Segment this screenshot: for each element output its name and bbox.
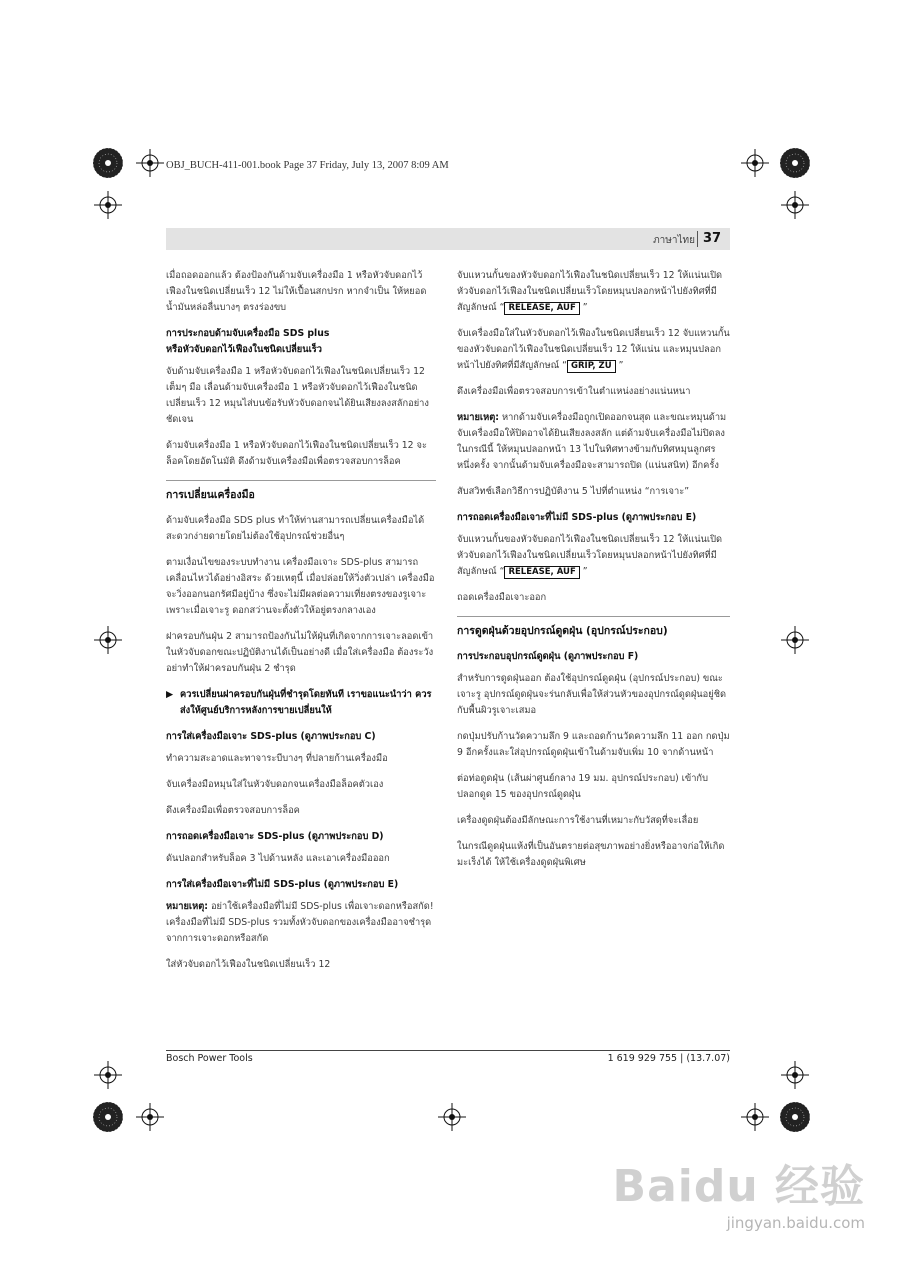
- subheading: การประกอบอุปกรณ์ดูดฝุ่น (ดูภาพประกอบ F): [457, 651, 639, 662]
- paragraph-text: จับเครื่องมือใส่ในหัวจับดอกไว้เฟืองในชนิดเปลี่ยนเร็ว 12 จับแหวนกั้นของหัวจับดอกไว้เฟืองในชนิดเปลี่ยนเร็ว 12 ให้แน่น และหมุนปลอกหน้าไปยังทิศที่มีสัญลักษณ์ “: [457, 328, 730, 371]
- paragraph: เครื่องดูดฝุ่นต้องมีลักษณะการใช้งานที่เหมาะกับวัสดุที่จะเลื่อย: [457, 815, 699, 826]
- language-label: ภาษาไทย: [653, 235, 695, 246]
- paragraph: เมื่อถอดออกแล้ว ต้องป้องกันด้ามจับเครื่องมือ 1 หรือหัวจับดอกไว้เฟืองในชนิดเปลี่ยนเร็ว 12 ไม่ให้เปื้อนสกปรก หากจำเป็น ให้หยอดน้ำมันหล่อลื่นบางๆ ตรงร่องขบ: [166, 270, 427, 313]
- paragraph: [457, 326, 730, 374]
- right-column: [457, 268, 730, 881]
- watermark-url: jingyan.baidu.com: [726, 1214, 865, 1232]
- paragraph: ดึงเครื่องมือเพื่อตรวจสอบการเข้าในตำแหน่งอย่างแน่นหนา: [457, 386, 691, 397]
- paragraph: ดึงเครื่องมือเพื่อตรวจสอบการล็อค: [166, 805, 300, 816]
- note-text: อย่าใช้เครื่องมือที่ไม่มี SDS-plus เพื่อเจาะดอกหรือสกัด! เครื่องมือที่ไม่มี SDS-plus รวมทั้งหัวจับดอกของเครื่องมืออาจชำรุดจากการเจาะดอกหรือสกัด: [166, 901, 434, 944]
- subheading-line: หรือหัวจับดอกไว้เฟืองในชนิดเปลี่ยนเร็ว: [166, 344, 322, 355]
- paragraph: ต่อท่อดูดฝุ่น (เส้นผ่าศูนย์กลาง 19 มม. อุปกรณ์ประกอบ) เข้ากับปลอกดูด 15 ของอุปกรณ์ดูดฝุ่น: [457, 773, 708, 800]
- paragraph: ฝาครอบกันฝุ่น 2 สามารถป้องกันไม่ให้ฝุ่นที่เกิดจากการเจาะลอดเข้าในหัวจับดอกขณะปฏิบัติงานได้เป็นอย่างดี เมื่อใส่เครื่องมือ ต้องระวังอย่าทำให้ฝาครอบกันฝุ่น 2 ชำรุด: [166, 631, 434, 674]
- crosshair-icon: [781, 626, 809, 654]
- crosshair-icon: [781, 191, 809, 219]
- subheading: การถอดเครื่องมือเจาะ SDS-plus (ดูภาพประกอบ D): [166, 831, 384, 842]
- note-paragraph: [166, 899, 436, 947]
- watermark: [613, 1150, 865, 1232]
- note-text: หากด้ามจับเครื่องมือถูกเปิดออกจนสุด และขณะหมุนด้ามจับเครื่องมือให้ปิดอาจได้ยินเสียงลงสลัก แต่ด้ามจับเครื่องมือไม่ปิดลง: [457, 412, 727, 439]
- paragraph: ถอดเครื่องมือเจาะออก: [457, 592, 547, 603]
- crosshair-icon: [94, 626, 122, 654]
- crosshair-icon: [438, 1103, 466, 1131]
- registration-star-icon: [93, 148, 123, 178]
- footer-rule: [166, 1050, 730, 1051]
- symbol-tag: RELEASE, AUF: [504, 302, 579, 315]
- paragraph: ในกรณีนี้ ให้หมุนปลอกหน้า 13 ไปในทิศทางข้ามกับทิศหมุนลูกศรหนึ่งครั้ง จากนั้นด้ามจับเครื่องมือจะสามารถปิด (แน่นสนิท) อีกครั้ง: [457, 444, 719, 471]
- subheading: [166, 326, 436, 358]
- subheading-line: การประกอบด้ามจับเครื่องมือ SDS plus: [166, 328, 330, 339]
- section-title: การดูดฝุ่นด้วยอุปกรณ์ดูดฝุ่น (อุปกรณ์ประกอบ): [457, 616, 730, 639]
- paragraph: [457, 532, 730, 580]
- footer-brand: Bosch Power Tools: [166, 1053, 253, 1064]
- paragraph-text: จับแหวนกั้นของหัวจับดอกไว้เฟืองในชนิดเปลี่ยนเร็ว 12 ให้แน่นเปิดหัวจับดอกไว้เฟืองในชนิดเปลี่ยนเร็วโดยหมุนปลอกหน้าไปยังทิศที่มีสัญลักษณ์ “: [457, 270, 723, 313]
- paragraph: ด้ามจับเครื่องมือ SDS plus ทำให้ท่านสามารถเปลี่ยนเครื่องมือได้สะดวกง่ายดายโดยไม่ต้องใช้อุปกรณ์ช่วยอื่นๆ: [166, 515, 425, 542]
- symbol-tag: GRIP, ZU: [567, 360, 616, 373]
- footer-doc-number: 1 619 929 755 | (13.7.07): [607, 1053, 730, 1064]
- crosshair-icon: [136, 149, 164, 177]
- subheading: การใส่เครื่องมือเจาะ SDS-plus (ดูภาพประกอบ C): [166, 731, 376, 742]
- header-bar: [166, 228, 730, 250]
- header-divider: [697, 231, 698, 247]
- crosshair-icon: [94, 191, 122, 219]
- crosshair-icon: [136, 1103, 164, 1131]
- note-paragraph: [457, 410, 730, 442]
- bullet-text: ควรเปลี่ยนฝาครอบกันฝุ่นที่ชำรุดโดยทันที เราขอแนะนำว่า ควรส่งให้ศูนย์บริการหลังการขายเปลี่ยนให้: [180, 689, 432, 716]
- note-label: หมายเหตุ:: [457, 412, 499, 423]
- note-label: หมายเหตุ:: [166, 901, 208, 912]
- paragraph: ด้ามจับเครื่องมือ 1 หรือหัวจับดอกไว้เฟืองในชนิดเปลี่ยนเร็ว 12 จะล็อคโดยอัตโนมัติ ดึงด้ามจับเครื่องมือเพื่อตรวจสอบการล็อค: [166, 440, 427, 467]
- paragraph: ตามเงื่อนไขของระบบทำงาน เครื่องมือเจาะ SDS-plus สามารถเคลื่อนไหวได้อย่างอิสระ ด้วยเหตุนี้ เมื่อปล่อยให้วิ่งตัวเปล่า เครื่องมือจะวิ่งออกนอกรัศมีอยู่บ้าง ซึ่งจะไม่มีผลต่อความเที่ยงตรงของรูเจาะ เพราะเมื่อเจาะรู ดอกสว่านจะตั้งตัวให้อยู่ตรงกลางเอง: [166, 557, 435, 616]
- crosshair-icon: [781, 1061, 809, 1089]
- paragraph: ทำความสะอาดและทาจาระบีบางๆ ที่ปลายก้านเครื่องมือ: [166, 753, 388, 764]
- left-column: [166, 268, 436, 983]
- paragraph: ดันปลอกสำหรับล็อค 3 ไปด้านหลัง และเอาเครื่องมือออก: [166, 853, 390, 864]
- registration-star-icon: [780, 148, 810, 178]
- paragraph: สำหรับการดูดฝุ่นออก ต้องใช้อุปกรณ์ดูดฝุ่น (อุปกรณ์ประกอบ) ขณะเจาะรู อุปกรณ์ดูดฝุ่นจะร่นกลับเพื่อให้ส่วนหัวของอุปกรณ์ดูดฝุ่นอยู่ชิดกับพื้นผิวรูเจาะเสมอ: [457, 673, 727, 716]
- registration-star-icon: [93, 1102, 123, 1132]
- paragraph-text: ”: [579, 302, 588, 313]
- page-number: 37: [703, 231, 722, 246]
- paragraph: กดปุ่มปรับก้านวัดความลึก 9 และถอดก้านวัดความลึก 11 ออก กดปุ่ม 9 อีกครั้งและใส่อุปกรณ์ดูดฝุ่นเข้าในด้ามจับเพิ่ม 10 จากด้านหน้า: [457, 731, 730, 758]
- subheading: การถอดเครื่องมือเจาะที่ไม่มี SDS-plus (ดูภาพประกอบ E): [457, 512, 697, 523]
- paragraph-text: จับแหวนกั้นของหัวจับดอกไว้เฟืองในชนิดเปลี่ยนเร็ว 12 ให้แน่นเปิดหัวจับดอกไว้เฟืองในชนิดเปลี่ยนเร็วโดยหมุนปลอกหน้าไปยังทิศที่มีสัญลักษณ์ “: [457, 534, 723, 577]
- paragraph: [457, 268, 730, 316]
- crosshair-icon: [741, 149, 769, 177]
- subheading: การใส่เครื่องมือเจาะที่ไม่มี SDS-plus (ดูภาพประกอบ E): [166, 879, 399, 890]
- paragraph: สับสวิทช์เลือกวิธีการปฏิบัติงาน 5 ไปที่ตำแหน่ง “การเจาะ”: [457, 486, 690, 497]
- paragraph: ในกรณีดูดฝุ่นแห้งที่เป็นอันตรายต่อสุขภาพอย่างยิ่งหรืออาจก่อให้เกิดมะเร็งได้ ให้ใช้เครื่องดูดฝุ่นพิเศษ: [457, 841, 725, 868]
- paragraph-text: ”: [615, 360, 624, 371]
- warning-bullet: [166, 687, 436, 719]
- paragraph: จับด้ามจับเครื่องมือ 1 หรือหัวจับดอกไว้เฟืองในชนิดเปลี่ยนเร็ว 12 เต็มๆ มือ เลื่อนด้ามจับเครื่องมือ 1 หรือหัวจับดอกไว้เฟืองในชนิดเปลี่ยนเร็ว 12 หมุนไส่บนข้อรับหัวจับดอกจนได้ยินเสียงลงสลักอย่างชัดเจน: [166, 366, 429, 425]
- crosshair-icon: [94, 1061, 122, 1089]
- paragraph: จับเครื่องมือหมุนใส่ในหัวจับดอกจนเครื่องมือล็อคตัวเอง: [166, 779, 384, 790]
- section-title: การเปลี่ยนเครื่องมือ: [166, 480, 436, 503]
- paragraph-text: ”: [579, 566, 588, 577]
- paragraph: ใส่หัวจับดอกไว้เฟืองในชนิดเปลี่ยนเร็ว 12: [166, 959, 331, 970]
- symbol-tag: RELEASE, AUF: [504, 566, 579, 579]
- print-slug: OBJ_BUCH-411-001.book Page 37 Friday, July 13, 2007 8:09 AM: [166, 160, 449, 171]
- registration-star-icon: [780, 1102, 810, 1132]
- bullet-arrow-icon: ▶: [166, 689, 174, 700]
- watermark-logo: Baidu 经验: [612, 1161, 865, 1212]
- crosshair-icon: [741, 1103, 769, 1131]
